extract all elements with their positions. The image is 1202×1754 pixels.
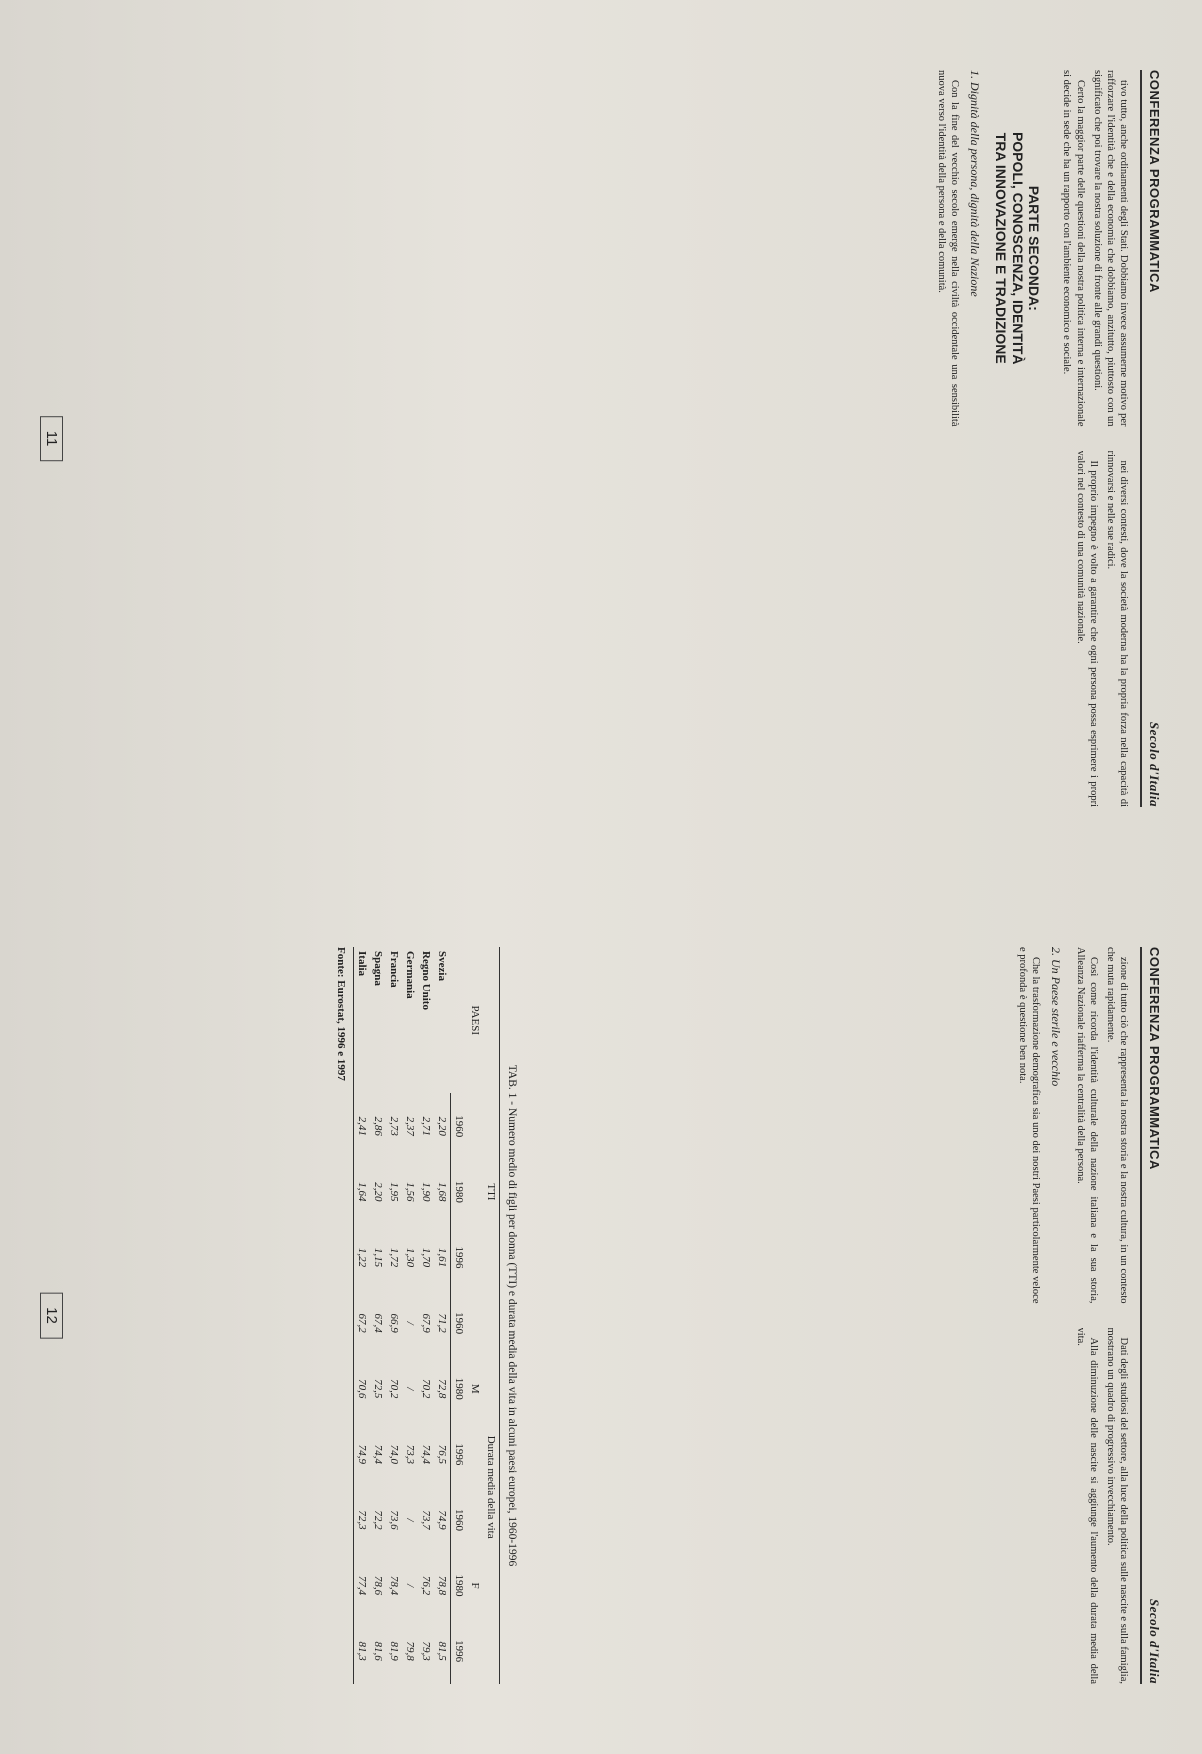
country-cell: Germania	[404, 951, 416, 999]
year-header: 1996	[451, 1422, 468, 1488]
year-header: 1960	[451, 1290, 468, 1356]
value-cell: 67,9	[420, 1313, 432, 1333]
column-2	[530, 1328, 1130, 1685]
table-group-header-row	[483, 947, 500, 1684]
page-number: 11	[40, 416, 63, 462]
page-number: 12	[40, 1292, 63, 1339]
page-12	[0, 877, 1202, 1754]
value-cell: 1,56	[404, 1182, 416, 1202]
table-row	[402, 947, 418, 1684]
text-columns	[150, 70, 1130, 807]
paragraph: tivo tutto, anche ordinamenti degli Stati. Dobbiamo invece assumerne motivo per rafforzare l'identità che e della economia che dobbiamo, anzitutto, piuttosto con un significato che poi trovare la nostra soluzione di fronte alle grandi questioni.	[1091, 70, 1129, 427]
table-row	[354, 947, 371, 1684]
value-cell: 1,61	[436, 1247, 448, 1268]
value-cell: 1,64	[354, 1159, 371, 1225]
table-block	[335, 947, 518, 1684]
value-cell: 74,4	[372, 1444, 384, 1464]
value-cell: 2,41	[354, 1093, 371, 1159]
running-head: CONFERENZA PROGRAMMATICA	[1147, 70, 1162, 293]
table-row	[370, 947, 386, 1684]
year-header: 1960	[451, 1093, 468, 1159]
page-header	[1140, 947, 1162, 1684]
value-cell: 73,7	[420, 1510, 432, 1530]
value-cell: /	[404, 1518, 416, 1522]
country-cell: Francia	[388, 951, 400, 988]
publication-name: Secolo d'Italia	[1147, 721, 1162, 807]
paragraph: Alla diminuzione delle nascite si aggiunge l'aumento della durata media della vita.	[1074, 1327, 1099, 1684]
value-cell: 70,6	[354, 1356, 371, 1422]
value-cell: /	[404, 1584, 416, 1588]
value-cell: 81,3	[354, 1618, 371, 1684]
value-cell: 70,2	[388, 1379, 400, 1399]
column-2	[150, 451, 1130, 808]
value-cell: 78,6	[372, 1575, 384, 1596]
tti-group-header: TTI	[483, 1093, 500, 1290]
value-cell: 72,3	[354, 1487, 371, 1553]
country-cell: Regno Unito	[420, 951, 432, 1010]
value-cell: 72,2	[372, 1510, 384, 1530]
value-cell: 1,15	[372, 1247, 384, 1268]
value-cell: 71,2	[436, 1313, 448, 1333]
paragraph: Certo la maggior parte delle questioni della nostra politica interna e internazionale si decide in sede che ha un rapporto con l'ambiente economico e sociale.	[1061, 70, 1086, 427]
country-cell: Svezia	[436, 951, 449, 981]
value-cell: 1,70	[420, 1247, 432, 1268]
value-cell: 78,8	[436, 1575, 448, 1596]
year-header: 1996	[451, 1225, 468, 1291]
part-title-line: PARTE SECONDA:	[1026, 185, 1043, 311]
table-body	[354, 947, 451, 1684]
part-title-line: POPOLI, CONOSCENZA, IDENTITÀ	[1009, 131, 1026, 365]
value-cell: 81,9	[388, 1641, 400, 1661]
value-cell: 74,9	[436, 1510, 448, 1530]
text-columns	[530, 947, 1130, 1684]
value-cell: 76,5	[436, 1444, 448, 1464]
value-cell: 79,3	[420, 1641, 432, 1661]
year-header: 1980	[451, 1356, 468, 1422]
value-cell: 2,20	[372, 1182, 384, 1202]
paragraph: zione di tutto ciò che rappresenta la nostra storia e la nostra cultura, in un contesto che muta rapidamente.	[1104, 947, 1129, 1304]
country-cell: Italia	[354, 947, 371, 1093]
table-row	[386, 947, 402, 1684]
life-group-header: Durata media della vita	[483, 1290, 500, 1684]
value-cell: /	[404, 1321, 416, 1325]
value-cell: 76,2	[420, 1575, 432, 1596]
table-source: Fonte: Eurostat, 1996 e 1997	[335, 947, 347, 1081]
page-header	[1140, 70, 1162, 807]
part-title	[992, 70, 1042, 427]
year-header: 1960	[451, 1487, 468, 1553]
value-cell: 1,68	[436, 1182, 448, 1202]
value-cell: 81,6	[372, 1641, 384, 1661]
value-cell: 66,9	[388, 1313, 400, 1333]
female-header: F	[469, 1582, 481, 1589]
section-title: 1. Dignità della persona, dignità della Nazione	[967, 70, 982, 297]
value-cell: 2,71	[420, 1116, 432, 1136]
publication-name: Secolo d'Italia	[1147, 1598, 1162, 1684]
value-cell: 72,5	[372, 1379, 384, 1399]
year-header: 1980	[451, 1159, 468, 1225]
value-cell: /	[404, 1387, 416, 1391]
value-cell: 67,4	[372, 1313, 384, 1333]
value-cell: 2,20	[436, 1116, 448, 1136]
value-cell: 70,2	[420, 1379, 432, 1399]
year-header: 1996	[451, 1618, 468, 1684]
table-row	[434, 947, 451, 1684]
value-cell: 1,95	[388, 1182, 400, 1202]
running-head: CONFERENZA PROGRAMMATICA	[1147, 947, 1162, 1170]
value-cell: 74,9	[354, 1422, 371, 1488]
value-cell: 81,5	[436, 1641, 448, 1661]
value-cell: 1,30	[404, 1247, 416, 1268]
section-title: 2. Un Paese sterile e vecchio	[1049, 947, 1064, 1087]
column-1	[150, 70, 1130, 427]
table-row	[418, 947, 434, 1684]
paragraph: Il proprio impegno è volto a garantire che ogni persona possa esprimere i propri valori nel contesto di una comunità nazionale.	[1074, 450, 1099, 807]
value-cell: 72,8	[436, 1379, 448, 1399]
value-cell: 67,2	[354, 1290, 371, 1356]
value-cell: 77,4	[354, 1553, 371, 1619]
value-cell: 1,72	[388, 1247, 400, 1268]
value-cell: 2,73	[388, 1116, 400, 1136]
paragraph: Che la trasformazione demografica sia uno dei nostri Paesi particolarmente veloce e profonda è questione ben nota.	[1017, 947, 1042, 1304]
demographics-table	[353, 947, 500, 1684]
country-cell: Spagna	[372, 951, 384, 986]
value-cell: 74,4	[420, 1444, 432, 1464]
male-header: M	[469, 1383, 481, 1394]
part-title-line: TRA INNOVAZIONE E TRADIZIONE	[992, 132, 1009, 364]
paragraph: Con la fine del vecchio secolo emerge nella civiltà occidentale una sensibilità nuova verso l'identità della persona e della comunità.	[935, 70, 960, 427]
value-cell: 73,3	[404, 1444, 416, 1464]
value-cell: 1,22	[354, 1225, 371, 1291]
value-cell: 2,37	[404, 1116, 416, 1136]
value-cell: 1,90	[420, 1182, 432, 1202]
value-cell: 2,86	[372, 1116, 384, 1136]
paragraph: Così come ricorda l'identità culturale della nazione italiana e la sua storia, Alleanza Nazionale riafferma la centralità della persona.	[1074, 947, 1099, 1304]
paragraph: nei diversi contesti, dove la società moderna ha la propria forza nella capacità di rinnovarsi e nelle sue radici.	[1104, 450, 1129, 807]
year-header: 1980	[451, 1553, 468, 1619]
country-header: PAESI	[451, 947, 500, 1093]
value-cell: 78,4	[388, 1575, 400, 1596]
value-cell: 74,0	[388, 1444, 400, 1464]
value-cell: 79,8	[404, 1641, 416, 1661]
value-cell: 73,6	[388, 1510, 400, 1530]
table-caption: TAB. 1 - Numero medio di figli per donna (TTI) e durata media della vita in alcuni paesi europei, 1960-1996	[506, 1064, 518, 1567]
paragraph: Dati degli studiosi del settore, alla luce della politica sulle nascite e sulla famiglia, mostrano un quadro di progressivo invecchiamento.	[1104, 1327, 1129, 1684]
column-1	[530, 947, 1130, 1304]
